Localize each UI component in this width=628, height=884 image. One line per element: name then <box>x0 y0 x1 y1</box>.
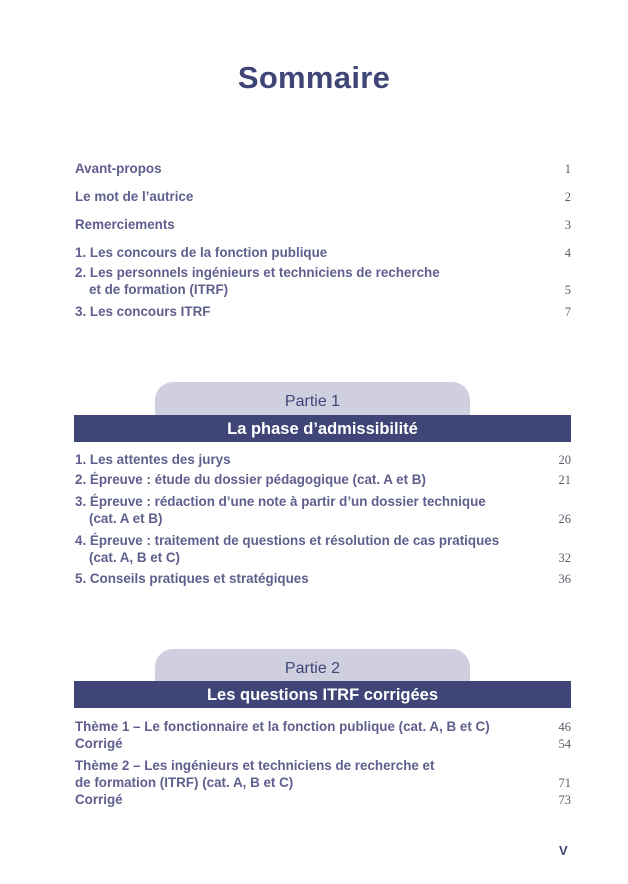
toc-page-number: 36 <box>558 572 571 586</box>
toc-page-number: 21 <box>558 473 571 487</box>
toc-entry-label: 5. Conseils pratiques et stratégiques <box>75 571 309 586</box>
toc-entry-label: 3. Les concours ITRF <box>75 304 211 319</box>
toc-entry-label: 3. Épreuve : rédaction d’une note à partir d’un dossier technique <box>75 494 486 509</box>
toc-entry-conseils-pratiques[interactable] <box>75 571 571 588</box>
toc-page-number: 54 <box>558 737 571 751</box>
toc-entry-dossier-pedagogique[interactable] <box>75 472 571 489</box>
toc-entry-label: 2. Épreuve : étude du dossier pédagogique (cat. A et B) <box>75 472 426 487</box>
toc-page-number: 46 <box>558 720 571 734</box>
part-1-heading: La phase d’admissibilité <box>74 415 571 442</box>
toc-entry-corrige-2[interactable] <box>75 792 571 809</box>
part-2-heading: Les questions ITRF corrigées <box>74 681 571 708</box>
page-folio: V <box>559 843 568 858</box>
toc-entry-cas-pratiques[interactable] <box>75 533 571 566</box>
toc-entry-label: Le mot de l’autrice <box>75 189 194 204</box>
toc-page-number: 2 <box>564 190 571 204</box>
toc-entry-label: Thème 2 – Les ingénieurs et techniciens de recherche et <box>75 758 435 773</box>
toc-entry-label-continuation: de formation (ITRF) (cat. A, B et C) <box>75 774 294 790</box>
toc-page-number: 1 <box>564 162 571 176</box>
toc-page-number: 32 <box>558 550 571 565</box>
toc-entry-label: Corrigé <box>75 792 123 807</box>
toc-entry-label-continuation: (cat. A, B et C) <box>89 549 181 565</box>
toc-page-number: 7 <box>564 305 571 319</box>
toc-entry-avant-propos[interactable] <box>75 161 571 178</box>
toc-page-number: 26 <box>558 511 571 526</box>
toc-page-number: 73 <box>558 793 571 807</box>
toc-entry-label-continuation: (cat. A et B) <box>89 510 163 526</box>
toc-entry-theme-1[interactable] <box>75 719 571 736</box>
part-1-tab: Partie 1 <box>155 382 470 418</box>
toc-entry-theme-2[interactable] <box>75 758 571 791</box>
toc-entry-label: Corrigé <box>75 736 123 751</box>
toc-entry-personnels-itrf[interactable] <box>75 265 571 298</box>
toc-page-number: 20 <box>558 453 571 467</box>
toc-entry-label: 4. Épreuve : traitement de questions et résolution de cas pratiques <box>75 533 500 548</box>
toc-entry-corrige-1[interactable] <box>75 736 571 753</box>
toc-entry-label: 1. Les attentes des jurys <box>75 452 231 467</box>
part-2-tab: Partie 2 <box>155 649 470 685</box>
toc-entry-concours-fonction-publique[interactable] <box>75 245 571 262</box>
toc-entry-mot-autrice[interactable] <box>75 189 571 206</box>
toc-entry-note-dossier-technique[interactable] <box>75 494 571 527</box>
toc-page-number: 71 <box>558 775 571 790</box>
page-title: Sommaire <box>237 60 391 95</box>
toc-entry-label: Remerciements <box>75 217 175 232</box>
toc-entry-label: 1. Les concours de la fonction publique <box>75 245 328 260</box>
toc-entry-remerciements[interactable] <box>75 217 571 234</box>
toc-entry-label-continuation: et de formation (ITRF) <box>89 281 229 297</box>
toc-entry-label: Avant-propos <box>75 161 162 176</box>
toc-page-number: 3 <box>564 218 571 232</box>
toc-page-number: 5 <box>564 282 571 297</box>
toc-entry-attentes-jurys[interactable] <box>75 452 571 469</box>
toc-entry-concours-itrf[interactable] <box>75 304 571 321</box>
toc-entry-label: 2. Les personnels ingénieurs et techniciens de recherche <box>75 265 440 280</box>
toc-entry-label: Thème 1 – Le fonctionnaire et la fonction publique (cat. A, B et C) <box>75 719 490 734</box>
toc-page-number: 4 <box>564 246 571 260</box>
